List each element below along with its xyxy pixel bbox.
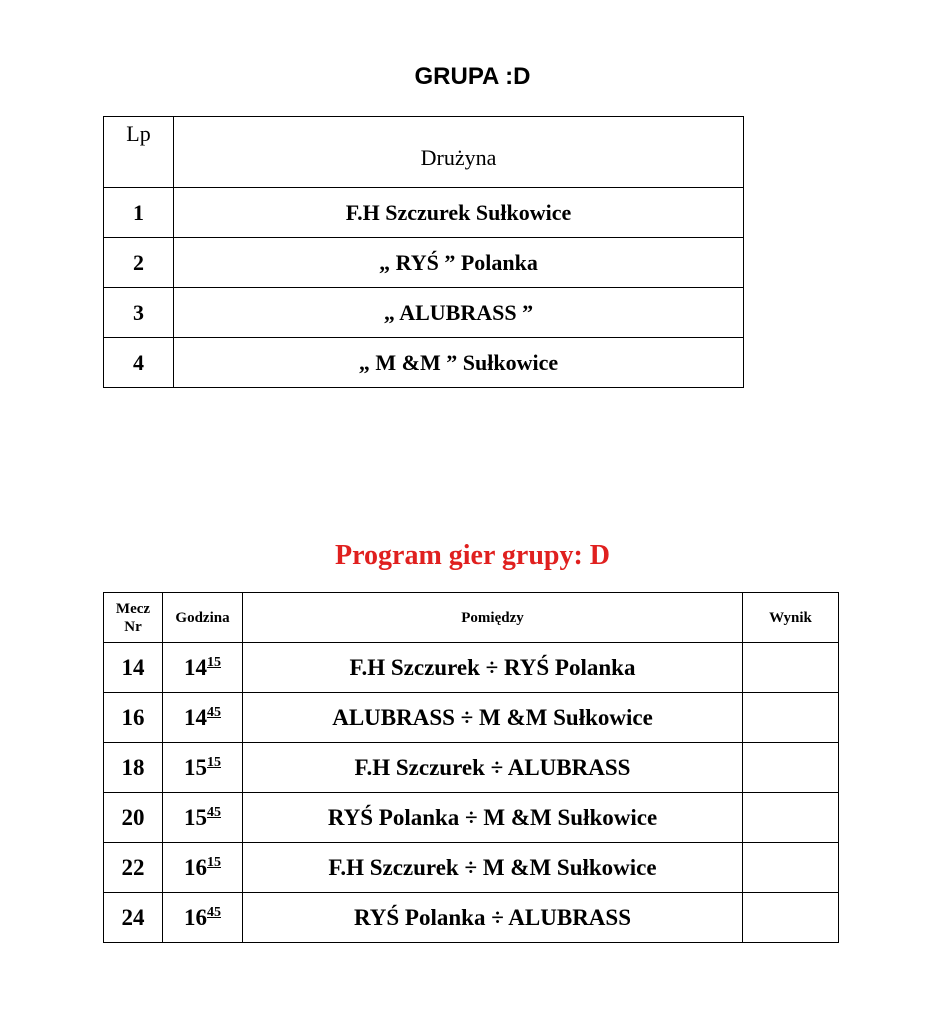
team-name: F.H Szczurek Sułkowice bbox=[174, 188, 744, 238]
game-hour: 16 bbox=[184, 904, 207, 930]
game-hour: 15 bbox=[184, 804, 207, 830]
game-match: RYŚ Polanka ÷ M &M Sułkowice bbox=[243, 793, 743, 843]
program-title: Program gier grupy: D bbox=[334, 540, 611, 571]
game-row bbox=[104, 793, 839, 843]
game-result bbox=[743, 893, 839, 943]
game-result bbox=[743, 693, 839, 743]
match-nr-header-line2: Nr bbox=[124, 618, 142, 635]
team-name: „ RYŚ ” Polanka bbox=[174, 238, 744, 288]
team-lp: 1 bbox=[104, 188, 174, 238]
game-nr: 24 bbox=[104, 893, 163, 943]
game-hour: 15 bbox=[184, 754, 207, 780]
lp-header: Lp bbox=[104, 117, 174, 188]
game-match: RYŚ Polanka ÷ ALUBRASS bbox=[243, 893, 743, 943]
game-nr: 18 bbox=[104, 743, 163, 793]
game-row bbox=[104, 743, 839, 793]
game-nr: 20 bbox=[104, 793, 163, 843]
team-lp: 4 bbox=[104, 338, 174, 388]
game-nr: 14 bbox=[104, 643, 163, 693]
games-table bbox=[103, 592, 839, 943]
game-match: F.H Szczurek ÷ M &M Sułkowice bbox=[243, 843, 743, 893]
team-lp: 2 bbox=[104, 238, 174, 288]
team-header: Drużyna bbox=[174, 117, 744, 188]
game-result bbox=[743, 643, 839, 693]
game-time bbox=[163, 643, 243, 693]
game-minute: 45 bbox=[207, 804, 221, 820]
game-minute: 45 bbox=[207, 704, 221, 720]
team-row bbox=[104, 338, 744, 388]
game-time bbox=[163, 743, 243, 793]
game-nr: 22 bbox=[104, 843, 163, 893]
group-title: GRUPA :D bbox=[414, 63, 531, 90]
team-row bbox=[104, 238, 744, 288]
game-nr: 16 bbox=[104, 693, 163, 743]
game-time bbox=[163, 893, 243, 943]
between-header: Pomiędzy bbox=[243, 593, 743, 643]
game-row bbox=[104, 693, 839, 743]
game-minute: 45 bbox=[207, 904, 221, 920]
teams-table bbox=[103, 116, 744, 388]
game-time bbox=[163, 693, 243, 743]
game-result bbox=[743, 743, 839, 793]
result-header: Wynik bbox=[743, 593, 839, 643]
game-time bbox=[163, 843, 243, 893]
match-nr-header bbox=[104, 593, 163, 643]
game-minute: 15 bbox=[207, 654, 221, 670]
game-match: ALUBRASS ÷ M &M Sułkowice bbox=[243, 693, 743, 743]
game-result bbox=[743, 843, 839, 893]
game-time bbox=[163, 793, 243, 843]
team-name: „ ALUBRASS ” bbox=[174, 288, 744, 338]
game-hour: 14 bbox=[184, 704, 207, 730]
game-match: F.H Szczurek ÷ ALUBRASS bbox=[243, 743, 743, 793]
game-minute: 15 bbox=[207, 754, 221, 770]
team-row bbox=[104, 288, 744, 338]
match-nr-header-line1: Mecz bbox=[115, 600, 151, 617]
team-lp: 3 bbox=[104, 288, 174, 338]
games-header-row bbox=[104, 593, 839, 643]
team-name: „ M &M ” Sułkowice bbox=[174, 338, 744, 388]
game-row bbox=[104, 843, 839, 893]
teams-header-row bbox=[104, 117, 744, 188]
game-result bbox=[743, 793, 839, 843]
time-header: Godzina bbox=[163, 593, 243, 643]
game-row bbox=[104, 893, 839, 943]
game-hour: 14 bbox=[184, 654, 207, 680]
game-row bbox=[104, 643, 839, 693]
game-minute: 15 bbox=[207, 854, 221, 870]
game-match: F.H Szczurek ÷ RYŚ Polanka bbox=[243, 643, 743, 693]
game-hour: 16 bbox=[184, 854, 207, 880]
team-row bbox=[104, 188, 744, 238]
